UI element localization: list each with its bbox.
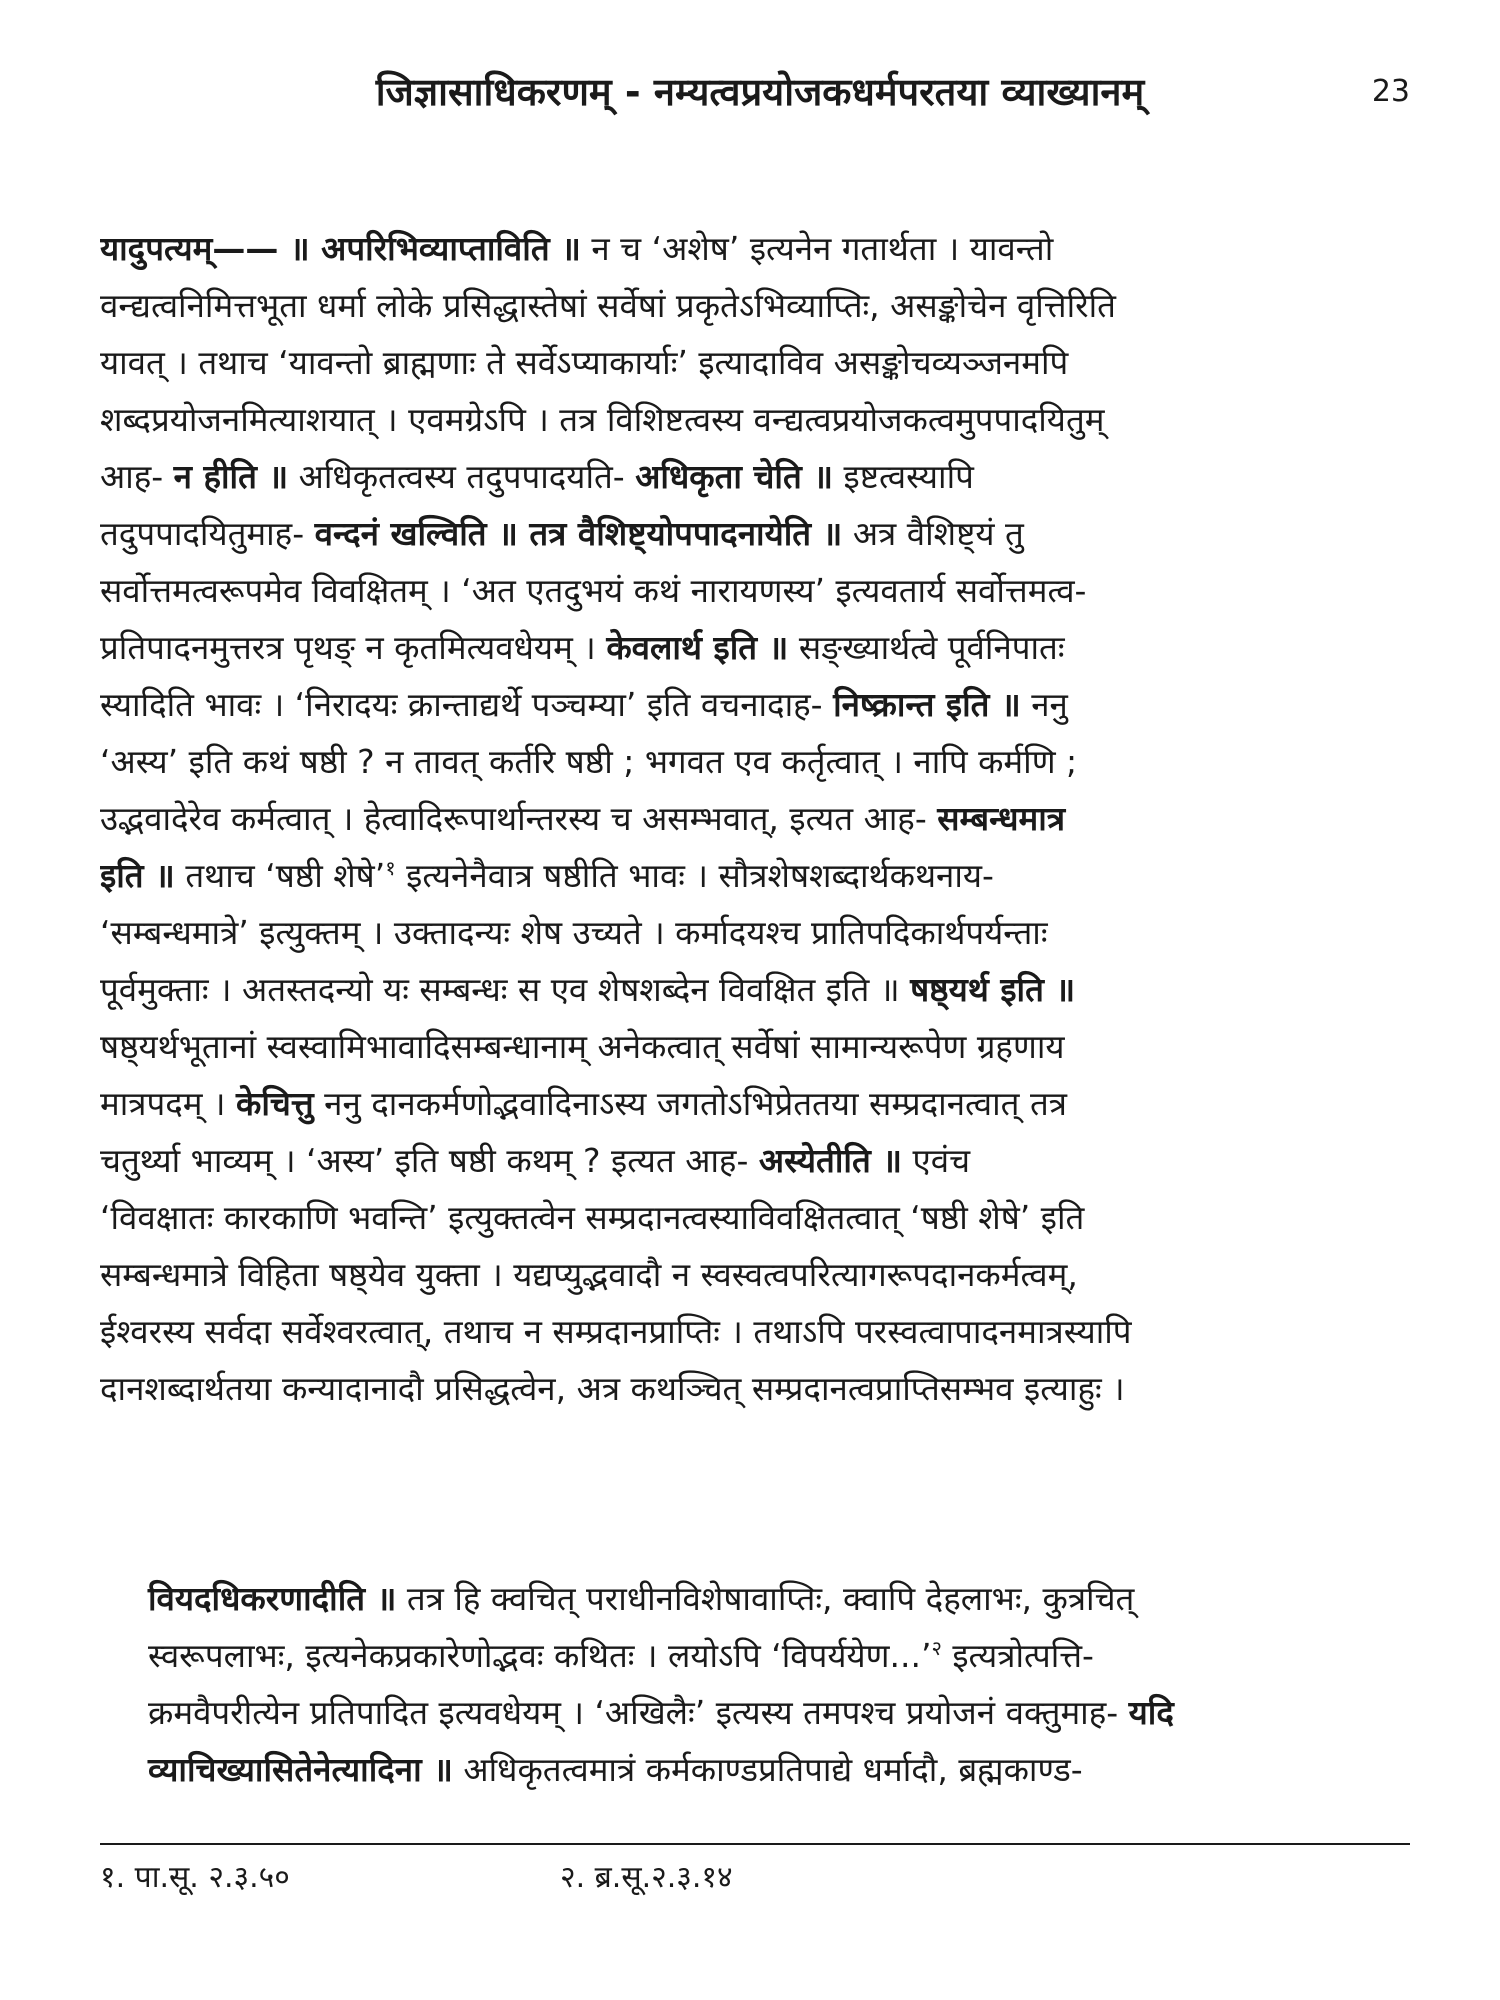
text-line — [100, 1570, 1410, 1627]
text-segment: तदुपपादयितुमाह- — [100, 514, 315, 553]
text-line — [100, 904, 1410, 961]
text-line — [100, 220, 1410, 277]
text-segment: ननु — [1020, 685, 1068, 724]
footnote-2: २. ब्र.सू.२.३.१४ — [560, 1860, 733, 1895]
running-header — [0, 62, 1500, 122]
commentary-paragraph-1 — [100, 220, 1410, 1417]
footnote-marker: २ — [931, 1636, 942, 1660]
bold-lemma: सम्बन्धमात्र — [937, 799, 1066, 838]
text-segment: षष्ठ्यर्थभूतानां स्वस्वामिभावादिसम्बन्धानाम् अनेकत्वात् सर्वेषां सामान्यरूपेण ग्रहणाय — [100, 1027, 1065, 1066]
text-segment: ईश्वरस्य सर्वदा सर्वेश्वरत्वात्, तथाच न सम्प्रदानप्राप्तिः । तथाऽपि परस्वत्वापादनमात्रस्यापि — [100, 1312, 1132, 1351]
text-segment: इत्यत्रोत्पत्ति- — [941, 1636, 1094, 1675]
commentary-paragraph-2 — [100, 1570, 1410, 1798]
text-line — [100, 961, 1410, 1018]
text-line — [100, 733, 1410, 790]
text-segment: ननु दानकर्मणोद्भवादिनाऽस्य जगतोऽभिप्रेततया सम्प्रदानत्वात् तत्र — [313, 1084, 1067, 1123]
text-segment: पूर्वमुक्ताः । अतस्तदन्यो यः सम्बन्धः स एव शेषशब्देन विवक्षित इति ॥ — [100, 970, 911, 1009]
text-segment: एवंच — [902, 1141, 971, 1180]
text-segment: प्रतिपादनमुत्तरत्र पृथङ् न कृतमित्यवधेयम् । — [100, 628, 607, 667]
footnote-1: १. पा.सू. २.३.५० — [100, 1860, 290, 1895]
text-segment: शब्दप्रयोजनमित्याशयात् । एवमग्रेऽपि । तत्र विशिष्टत्वस्य वन्द्यत्वप्रयोजकत्वमुपपादयितुम् — [100, 400, 1105, 439]
text-segment: सर्वोत्तमत्वरूपमेव विवक्षितम् । ‘अत एतदुभयं कथं नारायणस्य’ इत्यवतार्य सर्वोत्तमत्व- — [100, 571, 1087, 610]
text-line — [100, 619, 1410, 676]
footnote-marker: १ — [385, 856, 396, 880]
bold-lemma: व्याचिख्यासितेनेत्यादिना ॥ — [148, 1750, 453, 1789]
text-line — [100, 1627, 1410, 1684]
bold-lemma: अधिकृता चेति ॥ — [635, 457, 834, 496]
text-line — [100, 790, 1410, 847]
text-segment: न च ‘अशेष’ इत्यनेन गतार्थता । यावन्तो — [580, 229, 1054, 268]
text-line — [100, 847, 1410, 904]
bold-lemma: निष्क्रान्त इति ॥ — [833, 685, 1021, 724]
bold-lemma: केवलार्थ इति ॥ — [606, 628, 789, 667]
text-segment: स्यादिति भावः । ‘निरादयः क्रान्ताद्यर्थे पञ्चम्या’ इति वचनादाह- — [100, 685, 834, 724]
footnote-divider — [100, 1843, 1410, 1845]
text-segment: क्रमवैपरीत्येन प्रतिपादित इत्यवधेयम् । ‘अखिलैः’ इत्यस्य तमपश्च प्रयोजनं वक्तुमाह- — [148, 1693, 1129, 1732]
text-line — [100, 391, 1410, 448]
text-segment: इत्यनेनैवात्र षष्ठीति भावः । सौत्रशेषशब्दार्थकथनाय- — [395, 856, 994, 895]
text-segment: चतुर्थ्या भाव्यम् । ‘अस्य’ इति षष्ठी कथम् ? इत्यत आह- — [100, 1141, 759, 1180]
text-line — [100, 1189, 1410, 1246]
bold-lemma: यदि — [1128, 1693, 1174, 1732]
text-line — [100, 1075, 1410, 1132]
text-segment: तत्र हि क्वचित् पराधीनविशेषावाप्तिः, क्वापि देहलाभः, कुत्रचित् — [396, 1579, 1135, 1618]
text-line — [100, 1132, 1410, 1189]
text-segment: यावत् । तथाच ‘यावन्तो ब्राह्मणाः ते सर्वेऽप्याकार्याः’ इत्यादाविव असङ्कोचव्यञ्जनमपि — [100, 343, 1069, 382]
bold-lemma: वन्दनं खल्विति ॥ तत्र वैशिष्ट्योपपादनायेति ॥ — [314, 514, 843, 553]
text-line — [100, 1360, 1410, 1417]
text-segment: दानशब्दार्थतया कन्यादानादौ प्रसिद्धत्वेन, अत्र कथञ्चित् सम्प्रदानत्वप्राप्तिसम्भव इत्याहुः । — [100, 1369, 1125, 1408]
bold-lemma: यादुपत्यम्—— ॥ अपरिभिव्याप्ताविति ॥ — [100, 229, 581, 268]
bold-lemma: न हीति ॥ — [173, 457, 289, 496]
text-segment: आह- — [100, 457, 174, 496]
text-line — [100, 562, 1410, 619]
text-segment: ‘अस्य’ इति कथं षष्ठी ? न तावत् कर्तरि षष्ठी ; भगवत एव कर्तृत्वात् । नापि कर्मणि ; — [100, 742, 1078, 781]
text-line — [100, 277, 1410, 334]
text-segment: तथाच ‘षष्ठी शेषे’ — [174, 856, 386, 895]
text-segment: मात्रपदम् । — [100, 1084, 236, 1123]
text-segment: अत्र वैशिष्ट्यं तु — [842, 514, 1024, 553]
text-segment: ‘विवक्षातः कारकाणि भवन्ति’ इत्युक्तत्वेन सम्प्रदानत्वस्याविवक्षितत्वात् ‘षष्ठी शेषे’ इति — [100, 1198, 1085, 1237]
text-line — [100, 505, 1410, 562]
text-line — [100, 448, 1410, 505]
text-line — [100, 1303, 1410, 1360]
bold-lemma: षष्ठ्यर्थ इति ॥ — [910, 970, 1076, 1009]
text-line — [100, 1246, 1410, 1303]
text-segment: इष्टत्वस्यापि — [833, 457, 974, 496]
text-segment: स्वरूपलाभः, इत्यनेकप्रकारेणोद्भवः कथितः । लयोऽपि ‘विपर्ययेण...’ — [148, 1636, 932, 1675]
text-line — [100, 1741, 1410, 1798]
text-segment: अधिकृतत्वमात्रं कर्मकाण्डप्रतिपाद्ये धर्मादौ, ब्रह्मकाण्ड- — [452, 1750, 1083, 1789]
text-segment: ‘सम्बन्धमात्रे’ इत्युक्तम् । उक्तादन्यः शेष उच्यते । कर्मादयश्च प्रातिपदिकार्थपर्यन्ताः — [100, 913, 1048, 952]
page-title: जिज्ञासाधिकरणम् - नम्यत्वप्रयोजकधर्मपरतया व्याख्यानम् — [375, 70, 1145, 114]
bold-lemma: केचित्तु — [236, 1084, 314, 1123]
page-number: 23 — [1371, 74, 1410, 109]
text-segment: सम्बन्धमात्रे विहिता षष्ठ्येव युक्ता । यद्यप्युद्भवादौ न स्वस्वत्वपरित्यागरूपदानकर्मत्वम्, — [100, 1255, 1078, 1294]
text-line — [100, 334, 1410, 391]
bold-lemma: वियदधिकरणादीति ॥ — [148, 1579, 397, 1618]
text-segment: सङ्ख्यार्थत्वे पूर्वनिपातः — [788, 628, 1065, 667]
bold-lemma: अस्येतीति ॥ — [758, 1141, 903, 1180]
text-segment: अधिकृतत्वस्य तदुपपादयति- — [288, 457, 636, 496]
text-line — [100, 676, 1410, 733]
text-segment: उद्भवादेरेव कर्मत्वात् । हेत्वादिरूपार्थान्तरस्य च असम्भवात्, इत्यत आह- — [100, 799, 938, 838]
footnotes — [100, 1853, 1410, 1903]
bold-lemma: इति ॥ — [100, 856, 175, 895]
text-segment: वन्द्यत्वनिमित्तभूता धर्मा लोके प्रसिद्धास्तेषां सर्वेषां प्रकृतेऽभिव्याप्तिः, असङ्कोचेन वृत्तिरिति — [100, 286, 1116, 325]
text-line — [100, 1684, 1410, 1741]
text-line — [100, 1018, 1410, 1075]
